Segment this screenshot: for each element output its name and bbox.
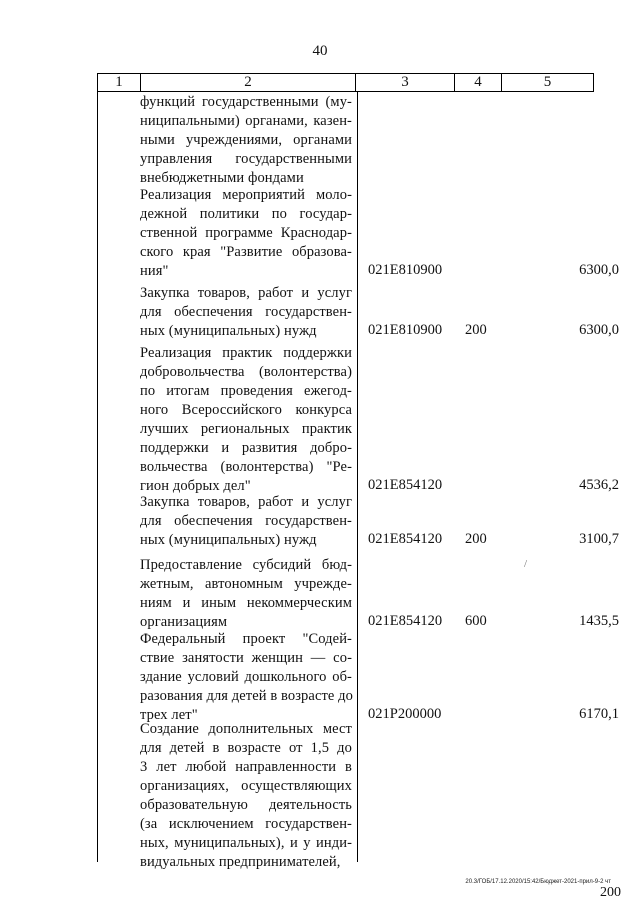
row-description (140, 556, 352, 632)
row-description (140, 344, 352, 496)
description-line: ного Всероссийского конкурса (140, 402, 352, 418)
description-line: ния" (140, 263, 169, 279)
description-line: функций государственными (му- (140, 94, 352, 110)
description-line: жетным, автономным учрежде- (140, 576, 352, 592)
row-description (140, 93, 352, 188)
header-col-1: 1 (98, 74, 141, 91)
description-line: ными учреждениями, органами (140, 132, 352, 148)
description-line: Закупка товаров, работ и услуг (140, 494, 352, 510)
header-col-2: 2 (141, 74, 356, 91)
row-code: 021P200000 (368, 706, 442, 722)
row-amount: 4536,2 (579, 477, 619, 493)
description-line: поддержки и развития добро- (140, 440, 352, 456)
description-line: Реализация практик поддержки (140, 345, 352, 361)
description-line: ных, муниципальных), и у инди- (140, 835, 352, 851)
description-line: трех лет" (140, 707, 198, 723)
row-code: 021E854120 (368, 531, 443, 547)
row-amount: 6170,1 (579, 706, 619, 722)
row-code: 021E810900 (368, 262, 443, 278)
row-description (140, 630, 352, 725)
row-amount: 6300,0 (579, 262, 619, 278)
description-line: ского края "Развитие образова- (140, 244, 352, 260)
row-code: 021E854120 (368, 613, 443, 629)
description-line: здание условий дошкольного об- (140, 669, 352, 685)
description-line: гион добрых дел" (140, 478, 251, 494)
row-expense-type: 200 (465, 531, 487, 547)
description-line: разования для детей в возрасте до (140, 688, 354, 704)
description-line: организациях, осуществляющих (140, 778, 352, 794)
description-line: для обеспечения государствен- (140, 513, 352, 529)
row-amount: 3100,7 (579, 531, 619, 547)
description-line: ных (муниципальных) нужд (140, 532, 317, 548)
row-description (140, 186, 352, 281)
description-line: добровольчества (волонтерства) (140, 364, 352, 380)
row-amount: 6300,0 (579, 322, 619, 338)
description-line: внебюджетными фондами (140, 170, 304, 186)
description-line: Реализация мероприятий моло- (140, 187, 352, 203)
table-column-divider (357, 92, 358, 862)
page-number: 40 (312, 43, 328, 59)
description-line: дежной политики по государ- (140, 206, 352, 222)
description-line: видуальных предпринимателей, (140, 854, 341, 870)
row-description (140, 720, 352, 872)
row-expense-type: 600 (465, 613, 487, 629)
table-left-border (97, 92, 98, 862)
description-line: организациям (140, 614, 228, 630)
table-header-row (97, 73, 594, 92)
header-col-4: 4 (455, 74, 502, 91)
scan-mark: / (524, 558, 528, 570)
description-line: 3 лет любой направленности в (140, 759, 352, 775)
description-line: вольчества (волонтерства) "Ре- (140, 459, 352, 475)
row-amount: 1435,5 (579, 613, 619, 629)
description-line: ниям и иным некоммерческим (140, 595, 352, 611)
row-expense-type: 200 (465, 322, 487, 338)
description-line: по итогам проведения ежегод- (140, 383, 352, 399)
description-line: ственной программе Краснодар- (140, 225, 352, 241)
description-line: Федеральный проект "Содей- (140, 631, 352, 647)
header-col-5: 5 (543, 74, 552, 90)
description-line: ствие занятости женщин — со- (140, 650, 352, 666)
description-line: Предоставление субсидий бюд- (140, 557, 352, 573)
header-col-3: 3 (356, 74, 455, 91)
row-code: 021E854120 (368, 477, 443, 493)
footer-page-number: 200 (600, 885, 621, 900)
description-line: для детей в возрасте от 1,5 до (140, 740, 352, 756)
description-line: ниципальными) органами, казен- (140, 113, 352, 129)
description-line: образовательную деятельность (140, 797, 352, 813)
row-code: 021E810900 (368, 322, 443, 338)
description-line: (за исключением государствен- (140, 816, 352, 832)
description-line: Создание дополнительных мест (140, 721, 352, 737)
description-line: управления государственными (140, 151, 352, 167)
description-line: ных (муниципальных) нужд (140, 323, 317, 339)
description-line: для обеспечения государствен- (140, 304, 352, 320)
footer-note: 20.3/ГОБ/17.12.2020/15:42/Бюджет-2021-прил-9-2 чт (465, 879, 611, 885)
description-line: лучших региональных практик (140, 421, 352, 437)
row-description (140, 493, 352, 550)
description-line: Закупка товаров, работ и услуг (140, 285, 352, 301)
row-description (140, 284, 352, 341)
